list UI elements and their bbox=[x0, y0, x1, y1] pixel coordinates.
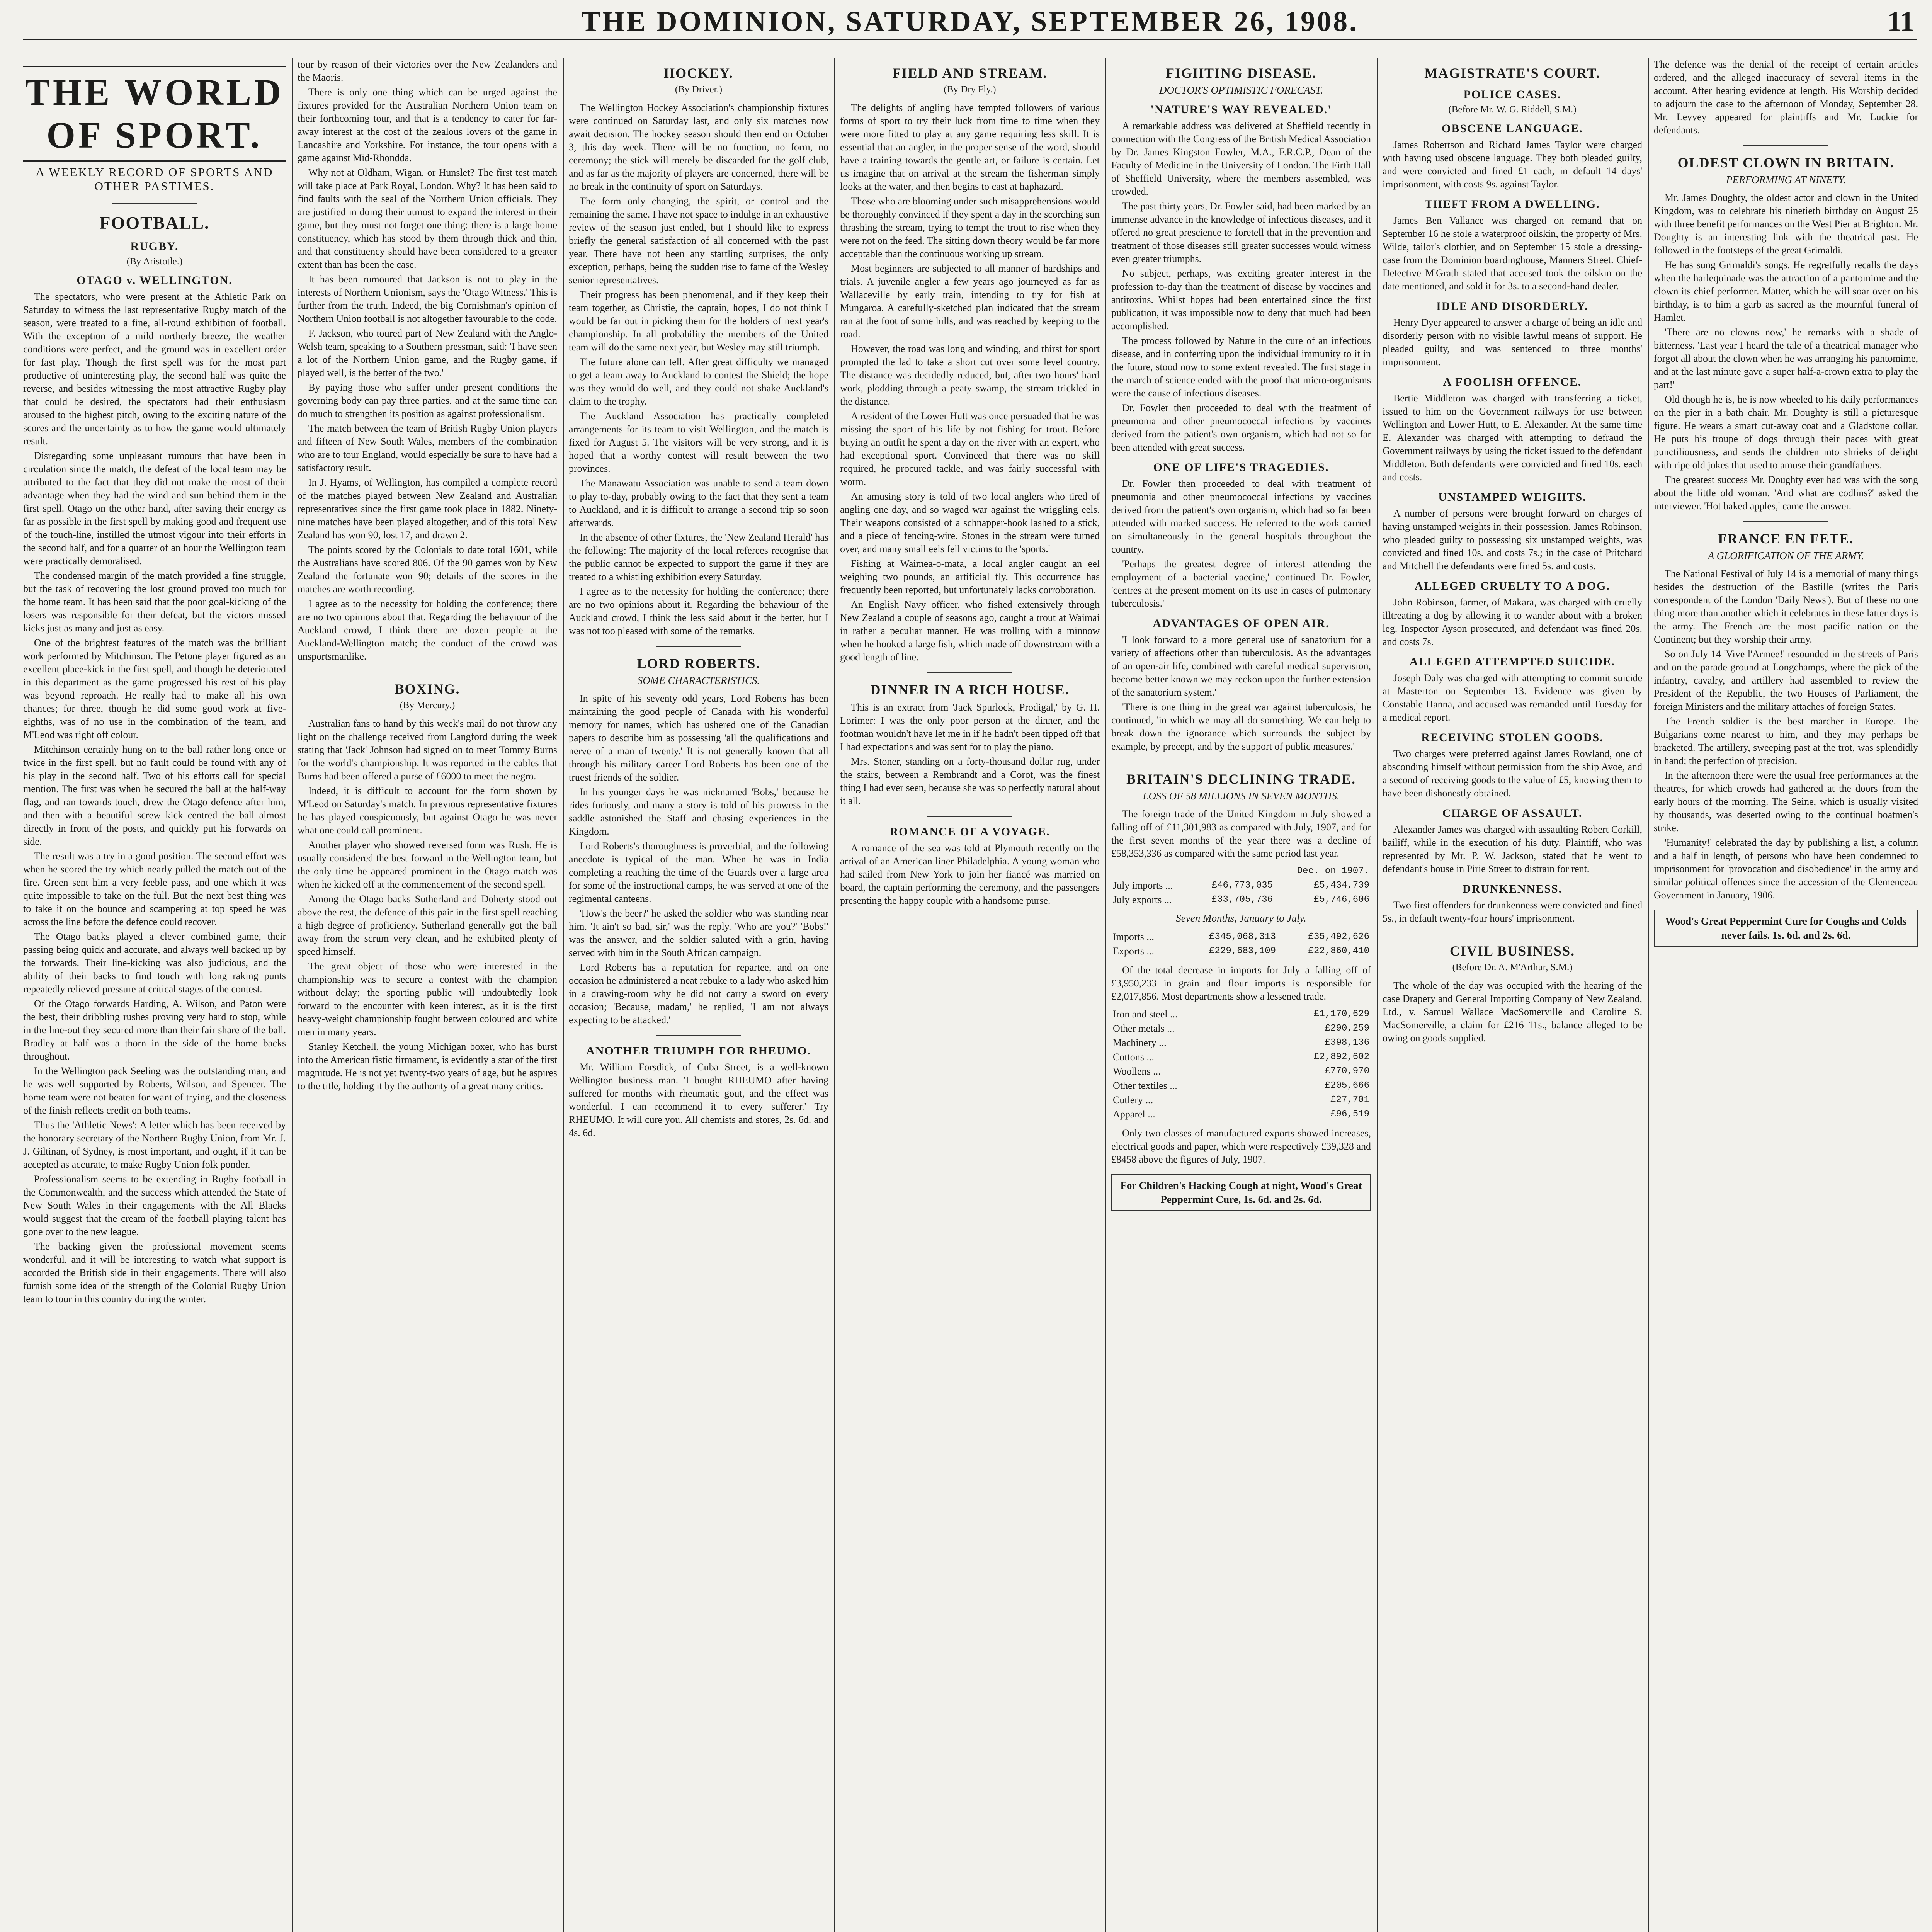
paragraph: 'Humanity!' celebrated the day by publishing a list, a column and a half in length, of persons who have been condemned to imprisonment for 'provocation and disobedience' in the army and similar political offences since the accession of the Clemenceau Government in January, 1906. bbox=[1654, 837, 1918, 901]
table-row bbox=[1111, 1107, 1371, 1121]
table-cell: Apparel ... bbox=[1113, 1109, 1155, 1120]
paragraph: Fishing at Waimea-o-mata, a local angler caught an eel weighing two pounds, an artificial fly. This occurrence has frequently been reported, but unfortunately lacks corroboration. bbox=[840, 558, 1100, 595]
divider bbox=[1743, 145, 1828, 146]
paragraph: However, the road was long and winding, and thirst for sport prompted the lad to take a short cut over some level country. The distance was decidedly reduced, but, after two hours' hard work, plodding through a peaty swamp, the stream trickled in the distance. bbox=[840, 343, 1100, 407]
case-text: James Ben Vallance was charged on remand that on September 16 he stole a waterproof oilskin, the property of Mrs. Wilde, tailor's clothier, and on September 15 stole a dressing-case from the Dominion boardinghouse, Manners Street. Chief-Detective M'Grath stated that accused took the oilskin on the date mentioned, and sold it for 3s. to a second-hand dealer. bbox=[1383, 215, 1642, 292]
paragraph: In the afternoon there were the usual free performances at the theatres, for which crowds had gathered at the doors from the early hours of the morning. The Seine, which is usually visited by thousands, was deserted owing to the continual boatmen's strike. bbox=[1654, 770, 1918, 833]
court-heading: MAGISTRATE'S COURT. bbox=[1424, 65, 1600, 81]
table-row bbox=[1111, 1078, 1371, 1093]
table-cell: £35,492,626 bbox=[1308, 932, 1369, 942]
paragraph: By paying those who suffer under present conditions the governing body can pay three parties, and at the same time can do much to strengthen its position as against professionalism. bbox=[298, 382, 557, 419]
paragraph: The future alone can tell. After great difficulty we managed to get a team away to Auckland to contest the Shield; the hope was they would do well, and they could not shake Auckland's claim to the trophy. bbox=[569, 356, 828, 407]
table-row bbox=[1111, 1036, 1371, 1050]
table-row bbox=[1111, 1093, 1371, 1107]
paragraph: Indeed, it is difficult to account for the form shown by M'Leod on Saturday's match. In previous representative fixtures he has played conspicuously, but against Otago he was never what one could call prominent. bbox=[298, 785, 557, 836]
paragraph: The backing given the professional movement seems wonderful, and it will be interesting to watch what support is accorded the British side in their engagements. There will also furnish some idea of the strength of the Colonial Rugby Union team to tour in this country during the winter. bbox=[23, 1241, 286, 1304]
paragraph: The Otago backs played a clever combined game, their passing being quick and accurate, and always well backed up by the forwards. Their line-kicking was also judicious, and the ability of their backs to find touch with long raking punts repeatedly relieved pressure at critical stages of the contest. bbox=[23, 931, 286, 995]
table-row bbox=[1111, 893, 1371, 907]
byline: (By Dry Fly.) bbox=[944, 84, 996, 95]
magistrate-line: (Before Dr. A. M'Arthur, S.M.) bbox=[1452, 962, 1573, 973]
table-row bbox=[1111, 1021, 1371, 1036]
column-6 bbox=[1383, 58, 1642, 1932]
dinner-heading: DINNER IN A RICH HOUSE. bbox=[870, 682, 1070, 697]
case-text: Bertie Middleton was charged with transferring a ticket, issued to him on the Government railways for use between Wellington and Lower Hutt, to E. Alexander. At the same time E. Alexander was charged with attempting to defraud the Government railways by using the ticket issued to the defendant Middleton. Both defendants were convicted and fined 10s. each and costs. bbox=[1383, 393, 1642, 483]
table-cell: Other textiles ... bbox=[1113, 1080, 1177, 1091]
paragraph: Professionalism seems to be extending in Rugby football in the Commonwealth, and the success which attended the State of New South Wales in their engagements with the All Blacks would suggest that the cream of the football playing talent has gone over to the new league. bbox=[23, 1173, 286, 1237]
column-3 bbox=[569, 58, 828, 1932]
table-cell: £5,434,739 bbox=[1313, 880, 1369, 891]
tragedies-heading: ONE OF LIFE'S TRAGEDIES. bbox=[1153, 461, 1329, 474]
column-7 bbox=[1654, 58, 1918, 1932]
table-row bbox=[1111, 864, 1371, 878]
paragraph: In spite of his seventy odd years, Lord Roberts has been maintaining the good people of Canada with his wonderful memory for names, which has ushered one of the Canadian papers to describe him as possessing 'all the qualifications and nerve of a man of twenty.' It is not generally known that all through his military career Lord Roberts has been one of the truest friends of the soldier. bbox=[569, 693, 828, 783]
disease-subheading: DOCTOR'S OPTIMISTIC FORECAST. bbox=[1159, 84, 1323, 96]
table-caption: Seven Months, January to July. bbox=[1176, 912, 1306, 924]
case-heading: ALLEGED ATTEMPTED SUICIDE. bbox=[1409, 655, 1616, 668]
case-heading: THEFT FROM A DWELLING. bbox=[1425, 198, 1600, 211]
disease-heading: FIGHTING DISEASE. bbox=[1165, 65, 1317, 81]
case-text: Joseph Daly was charged with attempting to commit suicide at Masterton on September 13. Evidence was given by Constable Hanna, and accused was remanded until Tuesday for a medical report. bbox=[1383, 672, 1642, 723]
table-cell: £205,666 bbox=[1325, 1080, 1369, 1091]
paragraph: Dr. Fowler then proceeded to deal with treatment of pneumonia and other pneumococcal infections by vaccines derived from the patient's own organism, which had so far been attended with marked success. He referred to the work carried on simultaneously in the general hospitals throughout the country. bbox=[1111, 478, 1371, 555]
table-cell: Woollens ... bbox=[1113, 1066, 1161, 1077]
paragraph: Only two classes of manufactured exports showed increases, electrical goods and paper, which were respectively £39,328 and £8458 above the figures of July, 1907. bbox=[1111, 1128, 1371, 1165]
case-heading: A FOOLISH OFFENCE. bbox=[1443, 376, 1582, 388]
table-cell: £22,860,410 bbox=[1308, 946, 1369, 956]
table-cell: £770,970 bbox=[1325, 1066, 1369, 1077]
case-text: James Robertson and Richard James Taylor were charged with having used obscene language. They both pleaded guilty, and were convicted and fined £1 each, in default 14 days' imprisonment, with costs 9s. against Taylor. bbox=[1383, 139, 1642, 190]
table-cell: £2,892,602 bbox=[1313, 1052, 1369, 1062]
table-cell: Iron and steel ... bbox=[1113, 1009, 1178, 1020]
paragraph: Mitchinson certainly hung on to the ball rather long once or twice in the first spell, but no fault could be found with any of his play in the second half. Two of his efforts call for special mention. The first was when he secured the ball at the half-way flag, and ran towards touch, drew the Otago defence after him, and then with a beautiful screw kick centred the ball almost directly in front of the posts, and quickly put his forwards on side. bbox=[23, 744, 286, 847]
roberts-subheading: SOME CHARACTERISTICS. bbox=[637, 675, 760, 686]
section-title: THE WORLD OF SPORT. bbox=[23, 66, 286, 162]
section-tagline: A WEEKLY RECORD OF SPORTS AND OTHER PASTIMES. bbox=[36, 165, 274, 193]
paragraph: 'How's the beer?' he asked the soldier who was standing near him. 'It ain't so bad, sir,' was the reply. 'Who are you?' 'Bobs!' was the answer, and the soldier saluted with a grin, having served with him in the South African campaign. bbox=[569, 908, 828, 958]
paragraph: The foreign trade of the United Kingdom in July showed a falling off of £11,301,983 as compared with July, 1907, and for the first seven months of the year there was a decline of £58,353,336 as compared with the same period last year. bbox=[1111, 808, 1371, 859]
table-row bbox=[1111, 1007, 1371, 1021]
column-rule bbox=[1648, 58, 1649, 1932]
column-rule bbox=[834, 58, 835, 1932]
paragraph: I agree as to the necessity for holding the conference; there are no two opinions about that. Regarding the behaviour of the Auckland crowd, I think there are dozen people at the Auckland-Wellington match; the conduct of the crowd was unsportsmanlike. bbox=[298, 598, 557, 662]
paragraph: The Auckland Association has practically completed arrangements for its team to visit Wellington, and the match is fixed for August 5. The visitors will be very strong, and it is hoped that a worthy contest will result between the two provinces. bbox=[569, 410, 828, 474]
paragraph: Another player who showed reversed form was Rush. He is usually considered the best forward in the Wellington team, but the only time he appeared prominent in the Otago match was when he kicked off at the commencement of the second spell. bbox=[298, 839, 557, 890]
paragraph: 'Perhaps the greatest degree of interest attending the employment of a bacterial vaccine,' continued Dr. Fowler, 'centres at the present moment on its use in cases of pulmonary tuberculosis.' bbox=[1111, 558, 1371, 609]
paragraph: He has sung Grimaldi's songs. He regretfully recalls the days when the harlequinade was the attraction of a pantomime and the clown its chief performer. Matter, which he will soar over on his birthday, is to him a garb as sacred as the mournful funeral of Hamlet. bbox=[1654, 259, 1918, 323]
column-4 bbox=[840, 58, 1100, 1932]
paragraph: The process followed by Nature in the cure of an infectious disease, and in conferring upon the individual immunity to it in the future, stood now to some extent revealed. The first stage in the march of science ended with the proof that micro-organisms were the cause of infectious diseases. bbox=[1111, 335, 1371, 399]
table-cell: £5,746,606 bbox=[1313, 895, 1369, 905]
romance-heading: ROMANCE OF A VOYAGE. bbox=[889, 825, 1050, 838]
case-text: John Robinson, farmer, of Makara, was charged with cruelly illtreating a dog by allowing it to wander about with a broken leg. Inspector Ayson prosecuted, and defendant was fined 20s. and costs 7s. bbox=[1383, 597, 1642, 647]
paragraph: There is only one thing which can be urged against the fixtures provided for the Australian Northern Union team on their forthcoming tour, and that is a tendency to cater for far-away interest at the cost of the zealous lovers of the game in Lancashire and Yorkshire. For instance, the tour opens with a game against Mid-Rhondda. bbox=[298, 87, 557, 163]
table-cell: Cutlery ... bbox=[1113, 1094, 1153, 1105]
paragraph: The Manawatu Association was unable to send a team down to play to-day, probably owing to the fact that they sent a team to Auckland, and it is difficult to arrange a second trip so soon afterwards. bbox=[569, 478, 828, 528]
paragraph: 'There are no clowns now,' he remarks with a shade of bitterness. 'Last year I heard the tale of a theatrical manager who forgot all about the clown when he was arranging his pantomime, and at the last minute gave a super half-a-crown extra to play the part!' bbox=[1654, 327, 1918, 390]
column-5 bbox=[1111, 58, 1371, 1932]
case-text: Alexander James was charged with assaulting Robert Corkill, bailiff, while in the execution of his duty. Plaintiff, who was represented by Mr. P. W. Jackson, stated that he went to defendant's house in Pirie Street to distrain for rent. bbox=[1383, 824, 1642, 874]
column-rule bbox=[292, 58, 293, 1932]
paragraph: Mr. James Doughty, the oldest actor and clown in the United Kingdom, was to celebrate his ninetieth birthday on August 25 with three benefit performances on the West Pier at Brighton. Mr. Doughty is an interesting link with the theatrical past. He followed in the footsteps of the great Grimaldi. bbox=[1654, 192, 1918, 256]
paragraph: Thus the 'Athletic News': A letter which has been received by the honorary secretary of the Northern Rugby Union, from Mr. J. J. Giltinan, of Sydney, is most important, and ought, if it can be accepted as accurate, to make Rugby Union folk ponder. bbox=[23, 1119, 286, 1170]
clown-heading: OLDEST CLOWN IN BRITAIN. bbox=[1677, 155, 1895, 170]
paragraph: The points scored by the Colonials to date total 1601, while the Australians have scored 806. Of the 90 games won by New Zealand the fortunate won 90; details of the scores in the matches are worth recording. bbox=[298, 544, 557, 595]
paragraph: An amusing story is told of two local anglers who tired of angling one day, and so waged war against the wriggling eels. Their weapons consisted of a schnapper-hook lashed to a stick, and a piece of fencing-wire. Stones in the stream were turned over, and many small eels fell victims to the 'sports.' bbox=[840, 491, 1100, 554]
table-cell: Imports ... bbox=[1113, 931, 1154, 942]
paragraph: In the Wellington pack Seeling was the outstanding man, and he was well supported by Roberts, Wilson, and Spencer. The home team were not beaten for want of trying, and the closeness of the finish reflects credit on both teams. bbox=[23, 1065, 286, 1116]
rugby-heading: RUGBY. bbox=[130, 240, 179, 253]
table-cell: Exports ... bbox=[1113, 946, 1154, 957]
page-number: 11 bbox=[1887, 6, 1914, 37]
divider bbox=[927, 816, 1012, 817]
case-text: Two first offenders for drunkenness were convicted and fined 5s., in default twenty-four hours' imprisonment. bbox=[1383, 900, 1642, 924]
paragraph: Mrs. Stoner, standing on a forty-thousand dollar rug, under the stairs, between a Rembrandt and a Corot, was the finest thing I had ever seen, because she was so perfectly natural about it all. bbox=[840, 756, 1100, 806]
paragraph: 'There is one thing in the great war against tuberculosis,' he continued, 'in which we may all do something. We can help to break down the ignorance which surrounds the subject by example, by precept, and by the support of public measures.' bbox=[1111, 701, 1371, 752]
divider bbox=[1743, 521, 1828, 522]
clown-subheading: PERFORMING AT NINETY. bbox=[1726, 174, 1846, 185]
paragraph: The National Festival of July 14 is a memorial of many things besides the destruction of the Bastille (writes the Paris correspondent of the London 'Daily News'). But of these no one thing more than another which it celebrates in these latter days is the army. The French are the most pacific nation on the Continent; but they worship their army. bbox=[1654, 568, 1918, 645]
trade-table-july bbox=[1111, 864, 1371, 907]
paragraph: Those who are blooming under such misapprehensions would be thoroughly convinced if they spent a day in the scorching sun thrashing the stream, trying to tempt the trout to rise when they were not on the feed. The sitting down theory would be far more acceptable than the continuous working up stream. bbox=[840, 196, 1100, 259]
paragraph: tour by reason of their victories over the New Zealanders and the Maoris. bbox=[298, 59, 557, 83]
case-heading: ALLEGED CRUELTY TO A DOG. bbox=[1415, 580, 1610, 592]
paragraph: Dr. Fowler then proceeded to deal with the treatment of pneumonia and other pneumococcal infections by vaccines derived from the patient's own organism, which had not so far been attended with great success. bbox=[1111, 402, 1371, 453]
paragraph: Most beginners are subjected to all manner of hardships and trials. A juvenile angler a few years ago journeyed as far as Wallaceville by early train, intending to try for fish at Mungaroa. A carefully-sketched plan indicated that the stream ran at the foot of some hills, and was reached by keeping to the road. bbox=[840, 263, 1100, 340]
paragraph: The delights of angling have tempted followers of various forms of sport to try their luck from time to time when they were more fitted to play at any game requiring less skill. It is essential that an angler, in the proper sense of the word, should have a training towards the gentle art, or failure is certain. Let us imagine that on arrival at the stream the fisherman simply looks at the water, and then begins to cast at haphazard. bbox=[840, 102, 1100, 192]
police-heading: POLICE CASES. bbox=[1463, 88, 1561, 101]
column-rule bbox=[563, 58, 564, 1932]
match-heading: OTAGO v. WELLINGTON. bbox=[77, 274, 233, 287]
table-row bbox=[1111, 944, 1371, 958]
paragraph: One of the brightest features of the match was the brilliant work performed by Mitchinson. The Petone player figured as an excellent place-kick in the first spell, and though he deteriorated in this department as the game progressed his rest of his play was beyond reproach. He really had to make all his own chances; for three, though he did some good work at five-eighths, was of no use in the combination of the team, and M'Leod was right off colour. bbox=[23, 637, 286, 740]
paragraph: The Wellington Hockey Association's championship fixtures were continued on Saturday last, and only six matches now await decision. The hockey season should then end on October 3, this day week. There will be no function, no form, no ceremony; the stick will merely be discarded for the golf club, and as far as the majority of players are concerned, there will be no break in the continuity of sport on Saturdays. bbox=[569, 102, 828, 192]
paragraph: Lord Roberts has a reputation for repartee, and on one occasion he administered a neat rebuke to a lady who asked him in a drawing-room why he did not carry a sword on every occasion; 'Because, madam,' he replied, 'I am not always expecting to be attacked.' bbox=[569, 962, 828, 1026]
byline: (By Aristotle.) bbox=[126, 256, 183, 267]
paragraph: An English Navy officer, who fished extensively through New Zealand a couple of seasons ago, caught a trout at Waimai in rather a peculiar manner. He was trolling with a minnow when he hooked a large fish, which made off downstream with a good length of line. bbox=[840, 599, 1100, 663]
table-cell: July imports ... bbox=[1113, 880, 1173, 891]
paragraph: A resident of the Lower Hutt was once persuaded that he was missing the sport of his life by not fishing for trout. Before buying an outfit he spent a day on the river with an expert, who had exceptional sport. Convinced that there was no skill required, he procured tackle, and was fairly successful with worm. bbox=[840, 410, 1100, 487]
table-cell: July exports ... bbox=[1113, 894, 1172, 905]
byline: (By Driver.) bbox=[675, 84, 723, 95]
nature-heading: 'NATURE'S WAY REVEALED.' bbox=[1150, 103, 1332, 116]
paragraph: This is an extract from 'Jack Spurlock, Prodigal,' by G. H. Lorimer: I was the only poor person at the dinner, and the footman wouldn't have let me in if he hadn't been tipped off that I had expectations and was sent for to play the piano. bbox=[840, 702, 1100, 752]
table-cell: £46,773,035 bbox=[1211, 880, 1273, 891]
paragraph: A romance of the sea was told at Plymouth recently on the arrival of an American liner Philadelphia. A young woman who had sailed from New York to join her fiancé was married on board, the captain performing the ceremony, and the passengers presenting the happy couple with a handsome purse. bbox=[840, 842, 1100, 906]
table-header: Dec. on 1907. bbox=[1297, 866, 1369, 876]
paragraph: Their progress has been phenomenal, and if they keep their team together, as Christie, the captain, hopes, I do not think I would be far out in picking them for the holders of next year's championship. In all probability the members of the United team will do the same next year, but Wesley may still triumph. bbox=[569, 289, 828, 353]
column-rule bbox=[1377, 58, 1378, 1932]
column-1 bbox=[23, 58, 286, 1932]
table-row bbox=[1111, 930, 1371, 944]
magistrate-line: (Before Mr. W. G. Riddell, S.M.) bbox=[1448, 104, 1577, 115]
divider bbox=[656, 1035, 741, 1036]
table-cell: £1,170,629 bbox=[1313, 1009, 1369, 1019]
table-cell: Cottons ... bbox=[1113, 1051, 1154, 1063]
paragraph: Stanley Ketchell, the young Michigan boxer, who has burst into the American fistic firmament, is evidently a star of the first magnitude. He is not yet twenty-two years of age, but he aspires to the title, holding it by the authority of a great many critics. bbox=[298, 1041, 557, 1092]
case-heading: RECEIVING STOLEN GOODS. bbox=[1421, 731, 1604, 744]
divider bbox=[927, 672, 1012, 673]
paragraph: The condensed margin of the match provided a fine struggle, but the task of recovering the lost ground proved too much for the home team. It has been said that the poor goal-kicking of the losers was responsible for their defeat, but the victors missed kicks just as many and just as easy. bbox=[23, 570, 286, 634]
table-cell: £345,068,313 bbox=[1209, 932, 1276, 942]
paragraph: In his younger days he was nicknamed 'Bobs,' because he rides furiously, and many a story is told of his prowess in the saddle astonished the Staff and chasing experiences in the Kingdom. bbox=[569, 786, 828, 837]
france-heading: FRANCE EN FETE. bbox=[1718, 531, 1854, 546]
hockey-heading: HOCKEY. bbox=[664, 65, 733, 81]
paragraph: Among the Otago backs Sutherland and Doherty stood out above the rest, the defence of this pair in the first spell reaching a high degree of proficiency. Sutherland generally got the ball away from the scrum very clean, and he exhibited plenty of speed himself. bbox=[298, 893, 557, 957]
trade-goods-table bbox=[1111, 1007, 1371, 1121]
case-heading: DRUNKENNESS. bbox=[1462, 883, 1563, 895]
army-subheading: A GLORIFICATION OF THE ARMY. bbox=[1708, 550, 1864, 561]
case-text: A number of persons were brought forward on charges of having unstamped weights in their possession. James Robinson, who pleaded guilty to possessing six unstamped weights, was convicted and fined 10s. and costs 7s.; in the case of Pritchard and Mitchell the defendants were fined 5s. and costs. bbox=[1383, 508, 1642, 571]
paragraph: 'I look forward to a more general use of sanatorium for a variety of affections other than tuberculosis. As the advantages of an open-air life, combined with careful medical supervision, become better known we may reckon upon the further extension of the sanatorium system.' bbox=[1111, 634, 1371, 698]
table-row bbox=[1111, 1050, 1371, 1064]
masthead-title: THE DOMINION, SATURDAY, SEPTEMBER 26, 1908. bbox=[581, 6, 1359, 37]
paragraph: The match between the team of British Rugby Union players and fifteen of New South Wales, members of the combination who are to tour England, would especially be sure to have had a satisfactory result. bbox=[298, 423, 557, 473]
paragraph: F. Jackson, who toured part of New Zealand with the Anglo-Welsh team, speaking to a Southern pressman, said: 'I have seen a lot of the Northern Union game, and the Rugby game, if played well, is the better of the two.' bbox=[298, 328, 557, 378]
paragraph: In J. Hyams, of Wellington, has compiled a complete record of the matches played between New Zealand and Australian representatives since the first game took place in 1882. Ninety-nine matches have been played altogether, and of this total New Zealand has won 90, lost 17, and drawn 2. bbox=[298, 477, 557, 541]
paragraph: The result was a try in a good position. The second effort was when he scored the try which nearly pulled the match out of the fire. Green sent him a very feeble pass, and one which it was quite impossible to take on the full. But the next best thing was to take it on the bounce and scampering at top speed he was across the line before the defence could recover. bbox=[23, 850, 286, 927]
trade-subheading: LOSS OF 58 MILLIONS IN SEVEN MONTHS. bbox=[1143, 790, 1340, 802]
paragraph: Old though he is, he is now wheeled to his daily performances on the pier in a bath chair. Mr. Doughty is still a picturesque figure. He wears a smart cut-away coat and a Gladstone collar. He puts his troupe of dogs through their paces with great punctiliousness, and sends the children into shrieks of delight with ripe old jokes that used to amuse their grandfathers. bbox=[1654, 394, 1918, 471]
divider bbox=[656, 646, 741, 647]
paragraph: I agree as to the necessity for holding the conference; there are no two opinions about it. Regarding the behaviour of the Auckland crowd, I think the less said about it the better, but I was not too pleased with some of the remarks. bbox=[569, 586, 828, 636]
rheumo-heading: ANOTHER TRIUMPH FOR RHEUMO. bbox=[586, 1044, 811, 1057]
column-rule bbox=[1105, 58, 1106, 1932]
civil-heading: CIVIL BUSINESS. bbox=[1449, 943, 1575, 959]
paragraph: A remarkable address was delivered at Sheffield recently in connection with the Congress of the British Medical Association by Dr. James Kingston Fowler, M.A., F.R.C.P., Dean of the Faculty of Medicine in the University of London. The Firth Hall of Sheffield University, where the members assembled, was crowded. bbox=[1111, 120, 1371, 197]
table-cell: £229,683,109 bbox=[1209, 946, 1276, 956]
case-text: Henry Dyer appeared to answer a charge of being an idle and disorderly person with no visible lawful means of support. He pleaded guilty, and was sentenced to three months' imprisonment. bbox=[1383, 317, 1642, 367]
paragraph: No subject, perhaps, was exciting greater interest in the profession to-day than the treatment of disease by vaccines and antitoxins. Whilst hopes had been entertained since the first publication, it was impossible now to deny that much had been accomplished. bbox=[1111, 268, 1371, 332]
divider bbox=[112, 203, 197, 204]
table-cell: £96,519 bbox=[1330, 1109, 1369, 1119]
case-heading: OBSCENE LANGUAGE. bbox=[1442, 122, 1583, 135]
paragraph: The whole of the day was occupied with the hearing of the case Drapery and General Importing Company of New Zealand, Ltd., v. Samuel Wallace MacSomerville and Caroline S. MacSomerville, a claim for £216 11s., balance alleged to be owing on goods supplied. bbox=[1383, 980, 1642, 1044]
paragraph: The spectators, who were present at the Athletic Park on Saturday to witness the last representative Rugby match of the season, were treated to a fine, all-round exhibition of football. With the exception of a mild northerly breeze, the weather conditions were perfect, and the ground was in excellent order for fast play. Though the first spell was for the most part productive of uninteresting play, the second half was quite the reverse, and besides witnessing the most attractive Rugby play that could be desired, the spectators had their enthusiasm aroused to the highest pitch, owing to the exciting nature of the scores and the uncertainty as to how the game would ultimately result. bbox=[23, 291, 286, 447]
table-cell: £290,259 bbox=[1325, 1023, 1369, 1034]
advertisement-text: Mr. William Forsdick, of Cuba Street, is a well-known Wellington business man. 'I bought RHEUMO after having suffered for months with rheumatic gout, and the effect was wonderful. I can recommend it to every sufferer.' Try RHEUMO. It will cure you. All chemists and stores, 2s. 6d. and 4s. 6d. bbox=[569, 1061, 828, 1138]
paragraph: Australian fans to hand by this week's mail do not throw any light on the challenge received from Langford during the week stating that 'Jack' Johnson had signed on to meet Tommy Burns for the world's championship. It was reported in the cables that Burns had been offered a purse of £6000 to meet the negro. bbox=[298, 718, 557, 782]
paragraph: Why not at Oldham, Wigan, or Hunslet? The first test match will take place at Park Royal, London. Why? It has been said to find faults with the seal of the Northern Union officials. They are justified in doing their utmost to expand the interest in their game, but they must not forget one thing: there is a large home constituency, which has stood by them through thick and thin, and that constituency should have been considered to a greater extent than has been the case. bbox=[298, 167, 557, 270]
advertisement: For Children's Hacking Cough at night, Wood's Great Peppermint Cure, 1s. 6d. and 2s. 6d. bbox=[1111, 1174, 1371, 1211]
boxing-heading: BOXING. bbox=[395, 681, 460, 697]
table-row bbox=[1111, 878, 1371, 893]
paragraph: The great object of those who were interested in the championship was to secure a contest with the champion without delay; the sporting public will undoubtedly look forward to the encounter with keen interest, as it is the first heavy-weight championship fought between coloured and white men in many years. bbox=[298, 961, 557, 1037]
paragraph: The defence was the denial of the receipt of certain articles ordered, and the alleged inaccuracy of several items in the account. After hearing evidence at length, His Worship decided to adjourn the case to the afternoon of Monday, September 28. Mr. Levvey appeared for plaintiffs and Mr. Luckie for defendants. bbox=[1654, 59, 1918, 136]
roberts-heading: LORD ROBERTS. bbox=[637, 656, 760, 671]
masthead bbox=[23, 5, 1917, 40]
table-row bbox=[1111, 1064, 1371, 1078]
table-cell: £27,701 bbox=[1330, 1095, 1369, 1105]
paragraph: Of the Otago forwards Harding, A. Wilson, and Paton were the best, their dribbling rushes proving very hard to stop, while in the line-out they secured more than their fair share of the ball. Bradley at half was a thorn in the side of the home backs throughout. bbox=[23, 998, 286, 1062]
case-heading: UNSTAMPED WEIGHTS. bbox=[1438, 491, 1587, 503]
case-heading: IDLE AND DISORDERLY. bbox=[1436, 300, 1588, 313]
paragraph: It has been rumoured that Jackson is not to play in the interests of Northern Unionism, says the 'Otago Witness.' This is further from the truth. Indeed, the big Cornishman's opinion of Northern Union football is not altogether favourable to the code. bbox=[298, 274, 557, 324]
table-cell: Other metals ... bbox=[1113, 1023, 1175, 1034]
paragraph: So on July 14 'Vive l'Armee!' resounded in the streets of Paris and on the parade ground at Longchamps, where the pick of the infantry, cavalry, and artillery had assembled to review the President of the Republic, the two Houses of Parliament, the foreign Ministers and the military attaches of foreign States. bbox=[1654, 648, 1918, 712]
table-cell: £398,136 bbox=[1325, 1037, 1369, 1048]
byline: (By Mercury.) bbox=[400, 700, 455, 711]
paragraph: The past thirty years, Dr. Fowler said, had been marked by an immense advance in the knowledge of infectious diseases, and it offered no great prescience to foretell that in the prevention and treatment of those diseases still greater successes would witness even greater triumphs. bbox=[1111, 201, 1371, 264]
table-cell: £33,705,736 bbox=[1211, 895, 1273, 905]
advertisement: Wood's Great Peppermint Cure for Coughs and Colds never fails. 1s. 6d. and 2s. 6d. bbox=[1654, 910, 1918, 947]
trade-heading: BRITAIN'S DECLINING TRADE. bbox=[1126, 771, 1356, 787]
paragraph: Lord Roberts's thoroughness is proverbial, and the following anecdote is typical of the man. When he was in India completing a reaching the time of the Guards over a large area for some of the instructional camps, he was served at one of the regimental canteens. bbox=[569, 840, 828, 904]
paragraph: The form only changing, the spirit, or control and the remaining the same. I have not space to indulge in an exhaustive review of the season just ended, but I should like to express briefly the general satisfaction of all concerned with the past year. There have not been any startling surprises, the only exception, perhaps, being the sudden rise to fame of the Wesley senior representatives. bbox=[569, 196, 828, 286]
field-heading: FIELD AND STREAM. bbox=[892, 65, 1048, 81]
paragraph: In the absence of other fixtures, the 'New Zealand Herald' has the following: The majority of the local referees recognise that the public cannot be expected to support the game if they are treated to a whistling exhibition every Saturday. bbox=[569, 532, 828, 582]
case-text: Two charges were preferred against James Rowland, one of absconding himself without permission from the ship Avoe, and a second of receiving goods to the value of £5, knowing them to have been dishonestly obtained. bbox=[1383, 748, 1642, 799]
football-heading: FOOTBALL. bbox=[99, 213, 210, 233]
case-heading: CHARGE OF ASSAULT. bbox=[1442, 807, 1583, 820]
trade-table-seven-months bbox=[1111, 930, 1371, 958]
paragraph: The French soldier is the best marcher in Europe. The Bulgarians come nearest to him, and they may perhaps be bracketed. The artillery, sweeping past at the trot, was splendidly in hand; the perfection of precision. bbox=[1654, 716, 1918, 766]
openair-heading: ADVANTAGES OF OPEN AIR. bbox=[1153, 617, 1330, 630]
table-cell: Machinery ... bbox=[1113, 1037, 1167, 1048]
paragraph: The greatest success Mr. Doughty ever had was with the song about the little old woman. 'And what are codlins?' asked the interviewer. 'Hot baked apples,' came the answer. bbox=[1654, 474, 1918, 512]
paragraph: Disregarding some unpleasant rumours that have been in circulation since the match, the defeat of the local team may be attributed to the fact that they did not make the most of their advantage when they had the wind and sun behind them in the first spell. Otago on the other hand, after saving their energy as far as possible in the first spell by making good and frequent use of the touch-line, instilled the utmost vigour into their efforts in the second half, and for a quarter of an hour the Wellington team were practically demoralised. bbox=[23, 450, 286, 566]
column-2 bbox=[298, 58, 557, 1932]
paragraph: Of the total decrease in imports for July a falling off of £3,950,233 in grain and flour imports is responsible for £2,017,856. Most departments show a lessened trade. bbox=[1111, 964, 1371, 1002]
